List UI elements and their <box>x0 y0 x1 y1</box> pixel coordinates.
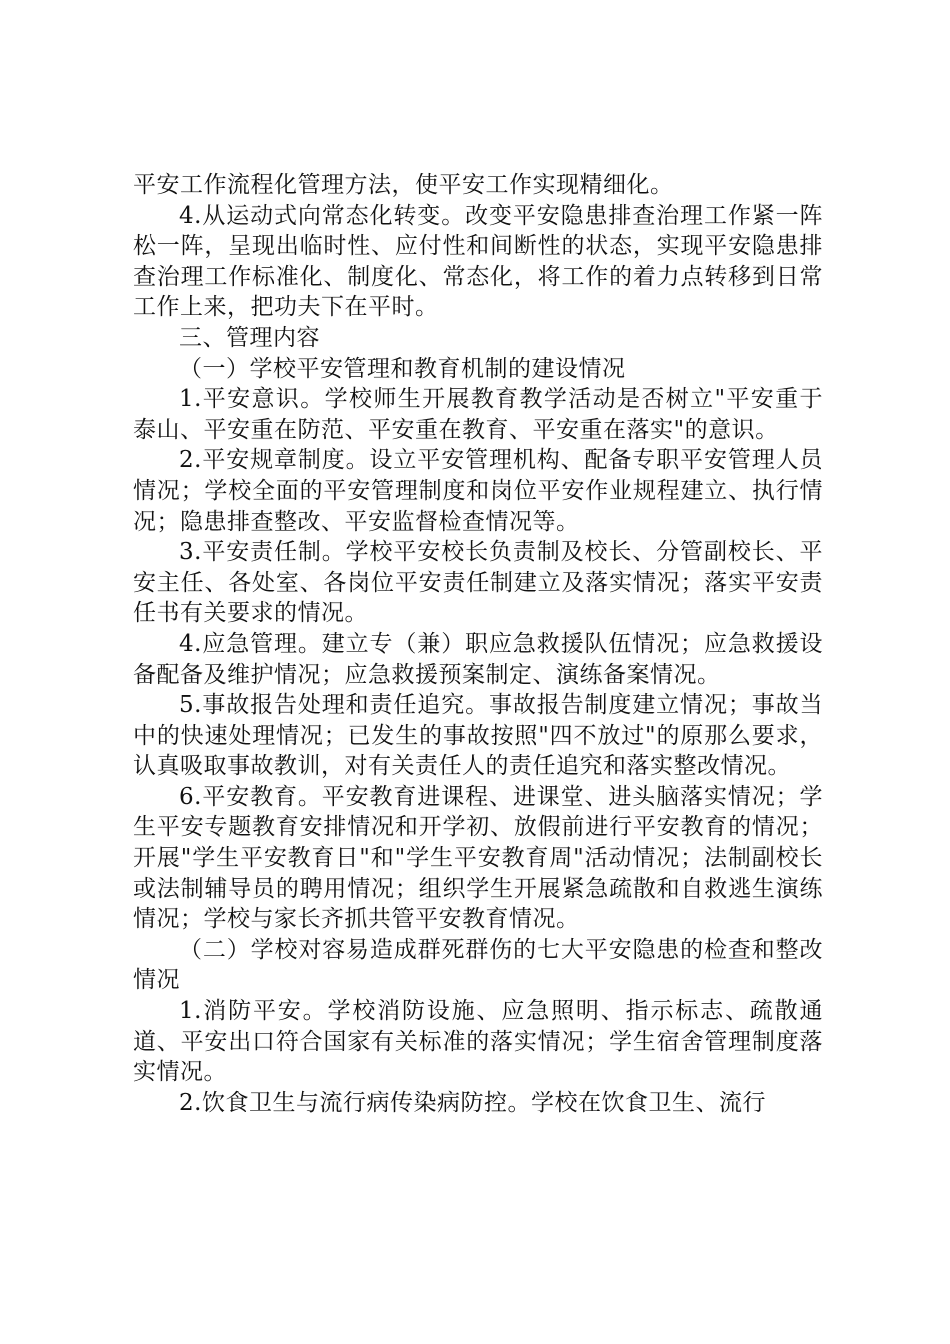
paragraph-safety-awareness: 1.平安意识。学校师生开展教育教学活动是否树立"平安重于泰山、平安重在防范、平安重在教育、平安重在落实"的意识。 <box>133 386 823 443</box>
paragraph-fire-safety: 1.消防平安。学校消防设施、应急照明、指示标志、疏散通道、平安出口符合国家有关标准的落实情况；学生宿舍管理制度落实情况。 <box>133 998 823 1086</box>
section-heading-management-content: 三、管理内容 <box>179 324 320 351</box>
paragraph-safety-education: 6.平安教育。平安教育进课程、进课堂、进头脑落实情况；学生平安专题教育安排情况和开学初、放假前进行平安教育的情况；开展"学生平安教育日"和"学生平安教育周"活动情况；法制副校长或法制辅导员的聘用情况；组织学生开展紧急疏散和自救逃生演练情况；学校与家长齐抓共管平安教育情况。 <box>133 783 823 933</box>
subsection-heading-2: （二）学校对容易造成群死群伤的七大平安隐患的检查和整改情况 <box>133 936 823 994</box>
paragraph-accident-reporting: 5.事故报告处理和责任追究。事故报告制度建立情况；事故当中的快速处理情况；已发生的事故按照"四不放过"的原那么要求，认真吸取事故教训，对有关责任人的责任追究和落实整改情况。 <box>133 692 823 780</box>
document-body <box>133 170 823 1118</box>
paragraph-safety-rules: 2.平安规章制度。设立平安管理机构、配备专职平安管理人员情况；学校全面的平安管理制度和岗位平安作业规程建立、执行情况；隐患排查整改、平安监督检查情况等。 <box>133 447 823 535</box>
paragraph-responsibility-system: 3.平安责任制。学校平安校长负责制及校长、分管副校长、平安主任、各处室、各岗位平安责任制建立及落实情况；落实平安责任书有关要求的情况。 <box>133 539 823 627</box>
paragraph-continuation: 平安工作流程化管理方法，使平安工作实现精细化。 <box>133 172 674 198</box>
paragraph-item-4-transition: 4.从运动式向常态化转变。改变平安隐患排查治理工作紧一阵松一阵，呈现出临时性、应付性和间断性的状态，实现平安隐患排查治理工作标准化、制度化、常态化，将工作的着力点转移到日常工作上来，把功夫下在平时。 <box>133 202 823 321</box>
paragraph-emergency-management: 4.应急管理。建立专（兼）职应急救援队伍情况；应急救援设备配备及维护情况；应急救援预案制定、演练备案情况。 <box>133 630 823 688</box>
paragraph-food-hygiene: 2.饮食卫生与流行病传染病防控。学校在饮食卫生、流行 <box>179 1089 766 1116</box>
subsection-heading-1: （一）学校平安管理和教育机制的建设情况 <box>179 355 626 382</box>
